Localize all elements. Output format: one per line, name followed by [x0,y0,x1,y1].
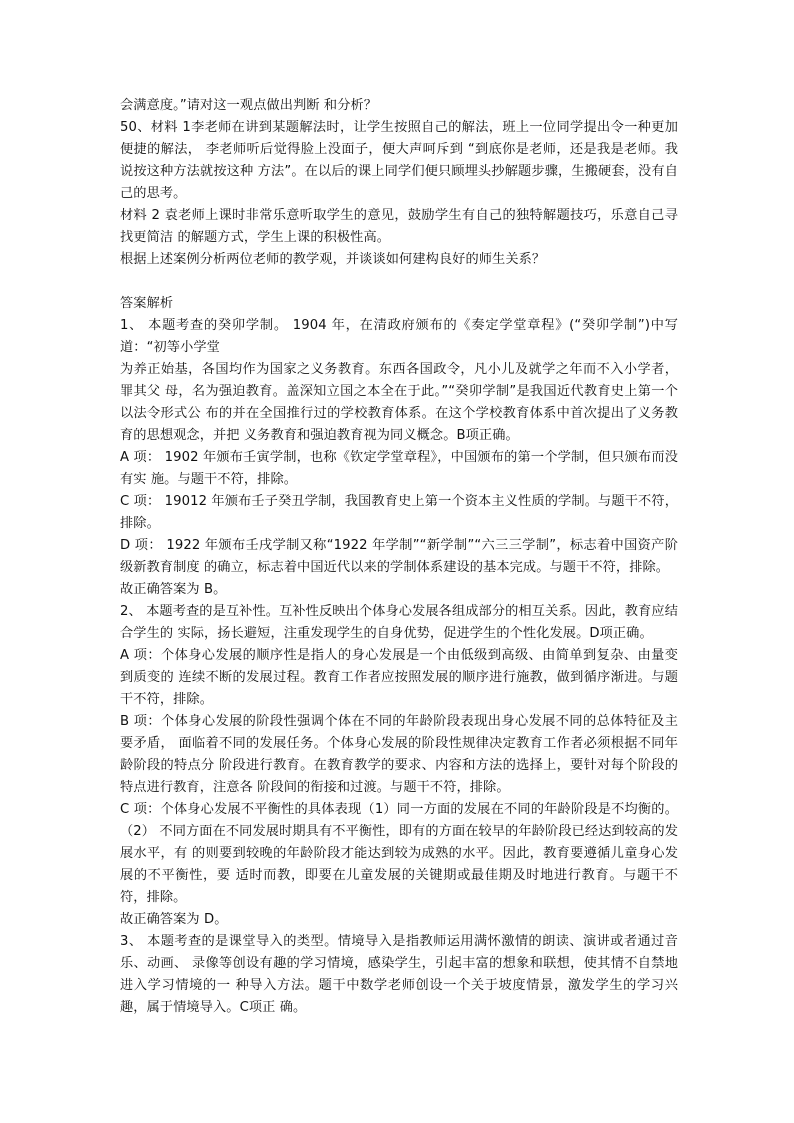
question-tail: 会满意度。”请对这一观点做出判断 和分析？ [120,98,378,113]
answer-3-intro: 3、 本题考查的是课堂导入的类型。情境导入是指教师运用满怀激情的朗读、演讲或者通过音乐、动画、 录像等创设有趣的学习情境，感染学生，引起丰富的想象和联想，使其情不自禁地进入学习情境的一 种导入方法。题干中数学老师创设一个关于坡度情景，激发学生的学习兴趣，属于情境导入。C项正 确。 [120,934,678,1015]
answer-2-conclusion: 故正确答案为 D。 [120,912,228,927]
answer-1-option-d: D 项： 1922 年颁布壬戌学制又称“1922 年学制”“新学制”“六三三学制”，标志着中国资产阶级新教育制度 的确立，标志着中国近代以来的学制体系建设的基本完成。与题干不符，排除。 [120,538,678,575]
answer-1-conclusion: 故正确答案为 B。 [120,582,227,597]
answer-2-intro: 2、 本题考查的是互补性。互补性反映出个体身心发展各组成部分的相互关系。因此，教育应结合学生的 实际，扬长避短，注重发现学生的自身优势，促进学生的个性化发展。D项正确。 [120,604,678,641]
document-page [120,95,678,1019]
answer-1-body: 为养正始基，各国均作为国家之义务教育。东西各国政令，凡小儿及就学之年而不入小学者，罪其父 母，名为强迫教育。盖深知立国之本全在于此。”“癸卯学制”是我国近代教育史上第一个以法令形式公 布的并在全国推行过的学校教育体系。在这个学校教育体系中首次提出了义务教育的思想观念，并把 义务教育和强迫教育视为同义概念。B项正确。 [120,362,678,443]
answer-2-option-a: A 项：个体身心发展的顺序性是指人的身心发展是一个由低级到高级、由简单到复杂、由量变到质变的 连续不断的发展过程。教育工作者应按照发展的顺序进行施教，做到循序渐进。与题干不符，排除。 [120,648,678,707]
answer-2-option-c: C 项：个体身心发展不平衡性的具体表现（1）同一方面的发展在不同的年龄阶段是不均衡的。（2） 不同方面在不同发展时期具有不平衡性，即有的方面在较早的年龄阶段已经达到较高的发展水平，有 的则要到较晚的年龄阶段才能达到较为成熟的水平。因此，教育要遵循儿童身心发展的不平衡性，要 适时而教，即要在儿童发展的关键期或最佳期及时地进行教育。与题干不符，排除。 [120,802,678,905]
question-50-material-2: 材料 2 袁老师上课时非常乐意听取学生的意见，鼓励学生有自己的独特解题技巧，乐意自己寻找更简洁 的解题方式，学生上课的积极性高。 [120,208,678,245]
question-50-prompt: 根据上述案例分析两位老师的教学观，并谈谈如何建构良好的师生关系？ [120,252,546,267]
answers-heading: 答案解析 [120,296,174,311]
answer-1-option-a: A 项： 1902 年颁布壬寅学制，也称《钦定学堂章程》，中国颁布的第一个学制，但只颁布而没有实 施。与题干不符，排除。 [120,450,678,487]
question-50-material-1: 50、材料 1李老师在讲到某题解法时，让学生按照自己的解法，班上一位同学提出令一种更加便捷的解法， 李老师听后觉得脸上没面子，便大声呵斥到 “到底你是老师，还是我是老师。我说按这种方法就按这种 方法”。在以后的课上同学们便只顾埋头抄解题步骤，生搬硬套，没有自己的思考。 [120,120,678,201]
spacer [120,271,678,293]
answer-1-option-c: C 项： 19012 年颁布壬子癸丑学制，我国教育史上第一个资本主义性质的学制。与题干不符，排除。 [120,494,678,531]
answer-1-intro: 1、 本题考查的癸卯学制。 1904 年，在清政府颁布的《奏定学堂章程》(“癸卯学制”)中写道：“初等小学堂 [120,318,678,355]
answer-2-option-b: B 项：个体身心发展的阶段性强调个体在不同的年龄阶段表现出身心发展不同的总体特征及主要矛盾， 面临着不同的发展任务。个体身心发展的阶段性规律决定教育工作者必须根据不同年龄阶段的特点分 阶段进行教育。在教育教学的要求、内容和方法的选择上，要针对每个阶段的特点进行教育，注意各 阶段间的衔接和过渡。与题干不符，排除。 [120,714,678,795]
